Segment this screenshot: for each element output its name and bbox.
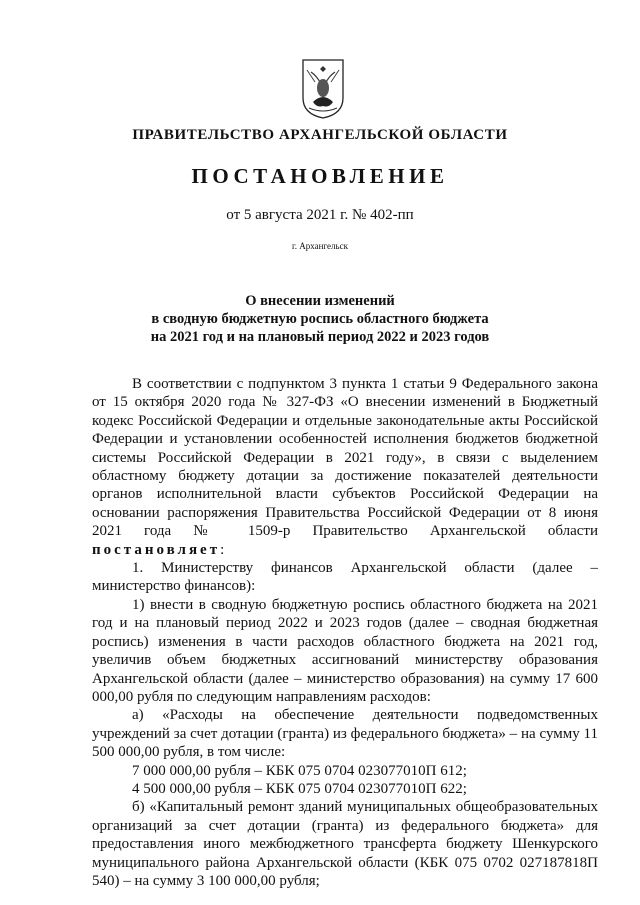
title-line-2: в сводную бюджетную роспись областного бюджета [151, 311, 489, 327]
item-1: 1. Министерству финансов Архангельской области (далее – министерство финансов): [92, 560, 598, 595]
document-body [92, 375, 598, 890]
coat-of-arms-emblem [301, 58, 345, 120]
item-a: а) «Расходы на обеспечение деятельности подведомственных учреждений за счет дотации (гранта) из федерального бюджета» – на сумму 11 500 000,00 рубля, в том числе: [92, 707, 598, 761]
government-name: ПРАВИТЕЛЬСТВО АРХАНГЕЛЬСКОЙ ОБЛАСТИ [132, 127, 508, 143]
document-title [0, 292, 640, 346]
item-1-subitem-1: 1) внести в сводную бюджетную роспись областного бюджета на 2021 год и на плановый период 2022 и 2023 годов (далее – сводная бюджетная роспись) изменения в части расходов областного бюджета на 2021 год, увеличив объем бюджетных ассигнований министерству образования Архангельской области (далее – министерство образования) на сумму 17 600 000,00 рубля по следующим направлениям расходов: [92, 596, 598, 705]
item-a-line-2: 4 500 000,00 рубля – КБК 075 0704 023077010П 622; [132, 780, 467, 797]
item-a-line-1: 7 000 000,00 рубля – КБК 075 0704 023077010П 612; [132, 762, 467, 779]
item-b: б) «Капитальный ремонт зданий муниципальных общеобразовательных организаций за счет дотации (гранта) из федерального бюджета» для предоставления иного межбюджетного трансферта бюджету Шенкурского муниципального района Архангельской области (КБК 075 0702 027187818П 540) – на сумму 3 100 000,00 рубля; [92, 799, 598, 889]
document-type: ПОСТАНОВЛЕНИЕ [191, 164, 449, 188]
decides-colon: : [220, 541, 225, 558]
title-line-1: О внесении изменений [245, 293, 395, 309]
decides-keyword: постановляет [92, 541, 221, 558]
title-line-3: на 2021 год и на плановый период 2022 и 2023 годов [150, 329, 490, 345]
document-date-number: от 5 августа 2021 г. № 402-пп [226, 207, 414, 223]
document-city: г. Архангельск [292, 241, 348, 251]
preamble-text: В соответствии с подпунктом 3 пункта 1 статьи 9 Федерального закона от 15 октября 2020 года № 327-ФЗ «О внесении изменений в Бюджетный кодекс Российской Федерации и отдельные законодательные акты Российской Федерации и установлении особенностей исполнения бюджетов бюджетной системы Российской Федерации в 2021 году», в связи с выделением областному бюджету дотации за достижение показателей деятельности органов исполнительной власти субъектов Российской Федерации на основании распоряжения Правительства Российской Федерации от 8 июня 2021 года № 1509-р Правительство Архангельской области [92, 376, 598, 540]
preamble-paragraph [92, 375, 598, 559]
